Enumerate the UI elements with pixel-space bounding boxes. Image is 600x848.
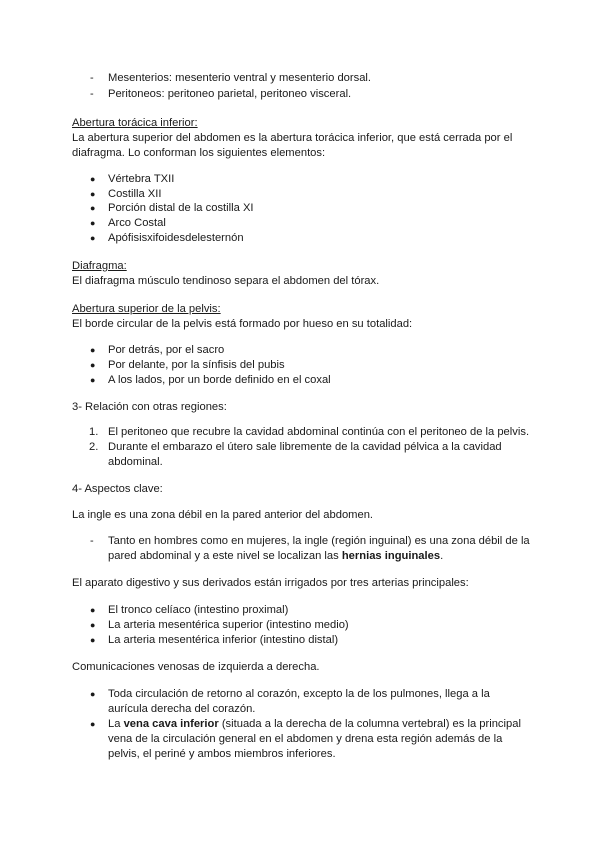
bullet-marker: ●	[90, 719, 96, 729]
bullet-marker: ●	[90, 174, 96, 184]
section-heading: Diafragma:	[72, 260, 127, 272]
dash-marker: -	[90, 88, 94, 100]
paragraph-line: El aparato digestivo y sus derivados están irrigados por tres arterias principales:	[72, 577, 469, 589]
list-item: A los lados, por un borde definido en el coxal	[108, 374, 331, 386]
list-item: Vértebra TXII	[108, 173, 175, 185]
list-item: Por detrás, por el sacro	[108, 344, 225, 356]
bullet-marker: ●	[90, 605, 96, 615]
section-heading: 4- Aspectos clave:	[72, 483, 163, 495]
bullet-marker: ●	[90, 620, 96, 630]
list-item-continuation	[108, 549, 443, 564]
list-item: Por delante, por la sínfisis del pubis	[108, 359, 285, 371]
list-item: Costilla XII	[108, 188, 162, 200]
bullet-marker: ●	[90, 689, 96, 699]
list-item: Apófisisxifoidesdelesternón	[108, 232, 244, 244]
text-run: La	[108, 718, 124, 730]
list-item	[108, 717, 521, 732]
list-item: El peritoneo que recubre la cavidad abdominal continúa con el peritoneo de la pelvis.	[108, 426, 530, 438]
paragraph-line: El diafragma músculo tendinoso separa el abdomen del tórax.	[72, 275, 380, 287]
list-item: Durante el embarazo el útero sale libremente de la cavidad pélvica a la cavidad	[108, 441, 502, 453]
paragraph-line: diafragma. Lo conforman los siguientes elementos:	[72, 147, 326, 159]
text-run: pared abdominal y a este nivel se localizan las	[108, 550, 342, 562]
number-marker: 2.	[89, 441, 99, 453]
list-item-continuation: vena de la circulación general en el abdomen y drena esta región además de la	[108, 733, 503, 745]
bold-term: hernias inguinales	[341, 550, 441, 562]
bullet-marker: ●	[90, 233, 96, 243]
paragraph-line: El borde circular de la pelvis está formado por hueso en su totalidad:	[72, 318, 413, 330]
bullet-marker: ●	[90, 635, 96, 645]
list-item: Porción distal de la costilla XI	[108, 202, 254, 214]
list-item-continuation: pelvis, el periné y ambos miembros inferiores.	[108, 748, 336, 760]
paragraph-line: La abertura superior del abdomen es la abertura torácica inferior, que está cerrada por el	[72, 132, 513, 144]
dash-marker: -	[90, 72, 94, 84]
list-item: La arteria mesentérica inferior (intestino distal)	[108, 634, 339, 646]
list-item: Toda circulación de retorno al corazón, excepto la de los pulmones, llega a la	[108, 688, 490, 700]
bullet-marker: ●	[90, 345, 96, 355]
text-run: (situada a la derecha de la columna vertebral) es la principal	[218, 718, 521, 730]
list-item: Mesenterios: mesenterio ventral y mesenterio dorsal.	[108, 72, 372, 84]
paragraph-line: La ingle es una zona débil en la pared anterior del abdomen.	[72, 509, 374, 521]
list-item-continuation: aurícula derecha del corazón.	[108, 703, 256, 715]
bold-term: vena cava inferior	[123, 718, 219, 730]
bullet-marker: ●	[90, 375, 96, 385]
bullet-marker: ●	[90, 203, 96, 213]
section-heading: 3- Relación con otras regiones:	[72, 401, 227, 413]
bullet-marker: ●	[90, 189, 96, 199]
paragraph-line: Comunicaciones venosas de izquierda a derecha.	[72, 661, 320, 673]
bullet-marker: ●	[90, 360, 96, 370]
text-run: .	[440, 550, 444, 562]
number-marker: 1.	[89, 426, 99, 438]
dash-marker: -	[90, 535, 94, 547]
section-heading: Abertura torácica inferior:	[72, 117, 198, 129]
list-item: Arco Costal	[108, 217, 166, 229]
list-item-continuation: abdominal.	[108, 456, 163, 468]
list-item: El tronco celíaco (intestino proximal)	[108, 604, 289, 616]
list-item: Tanto en hombres como en mujeres, la ingle (región inguinal) es una zona débil de la	[108, 535, 530, 547]
list-item: La arteria mesentérica superior (intestino medio)	[108, 619, 349, 631]
section-heading: Abertura superior de la pelvis:	[72, 303, 221, 315]
bullet-marker: ●	[90, 218, 96, 228]
list-item: Peritoneos: peritoneo parietal, peritoneo visceral.	[108, 88, 352, 100]
